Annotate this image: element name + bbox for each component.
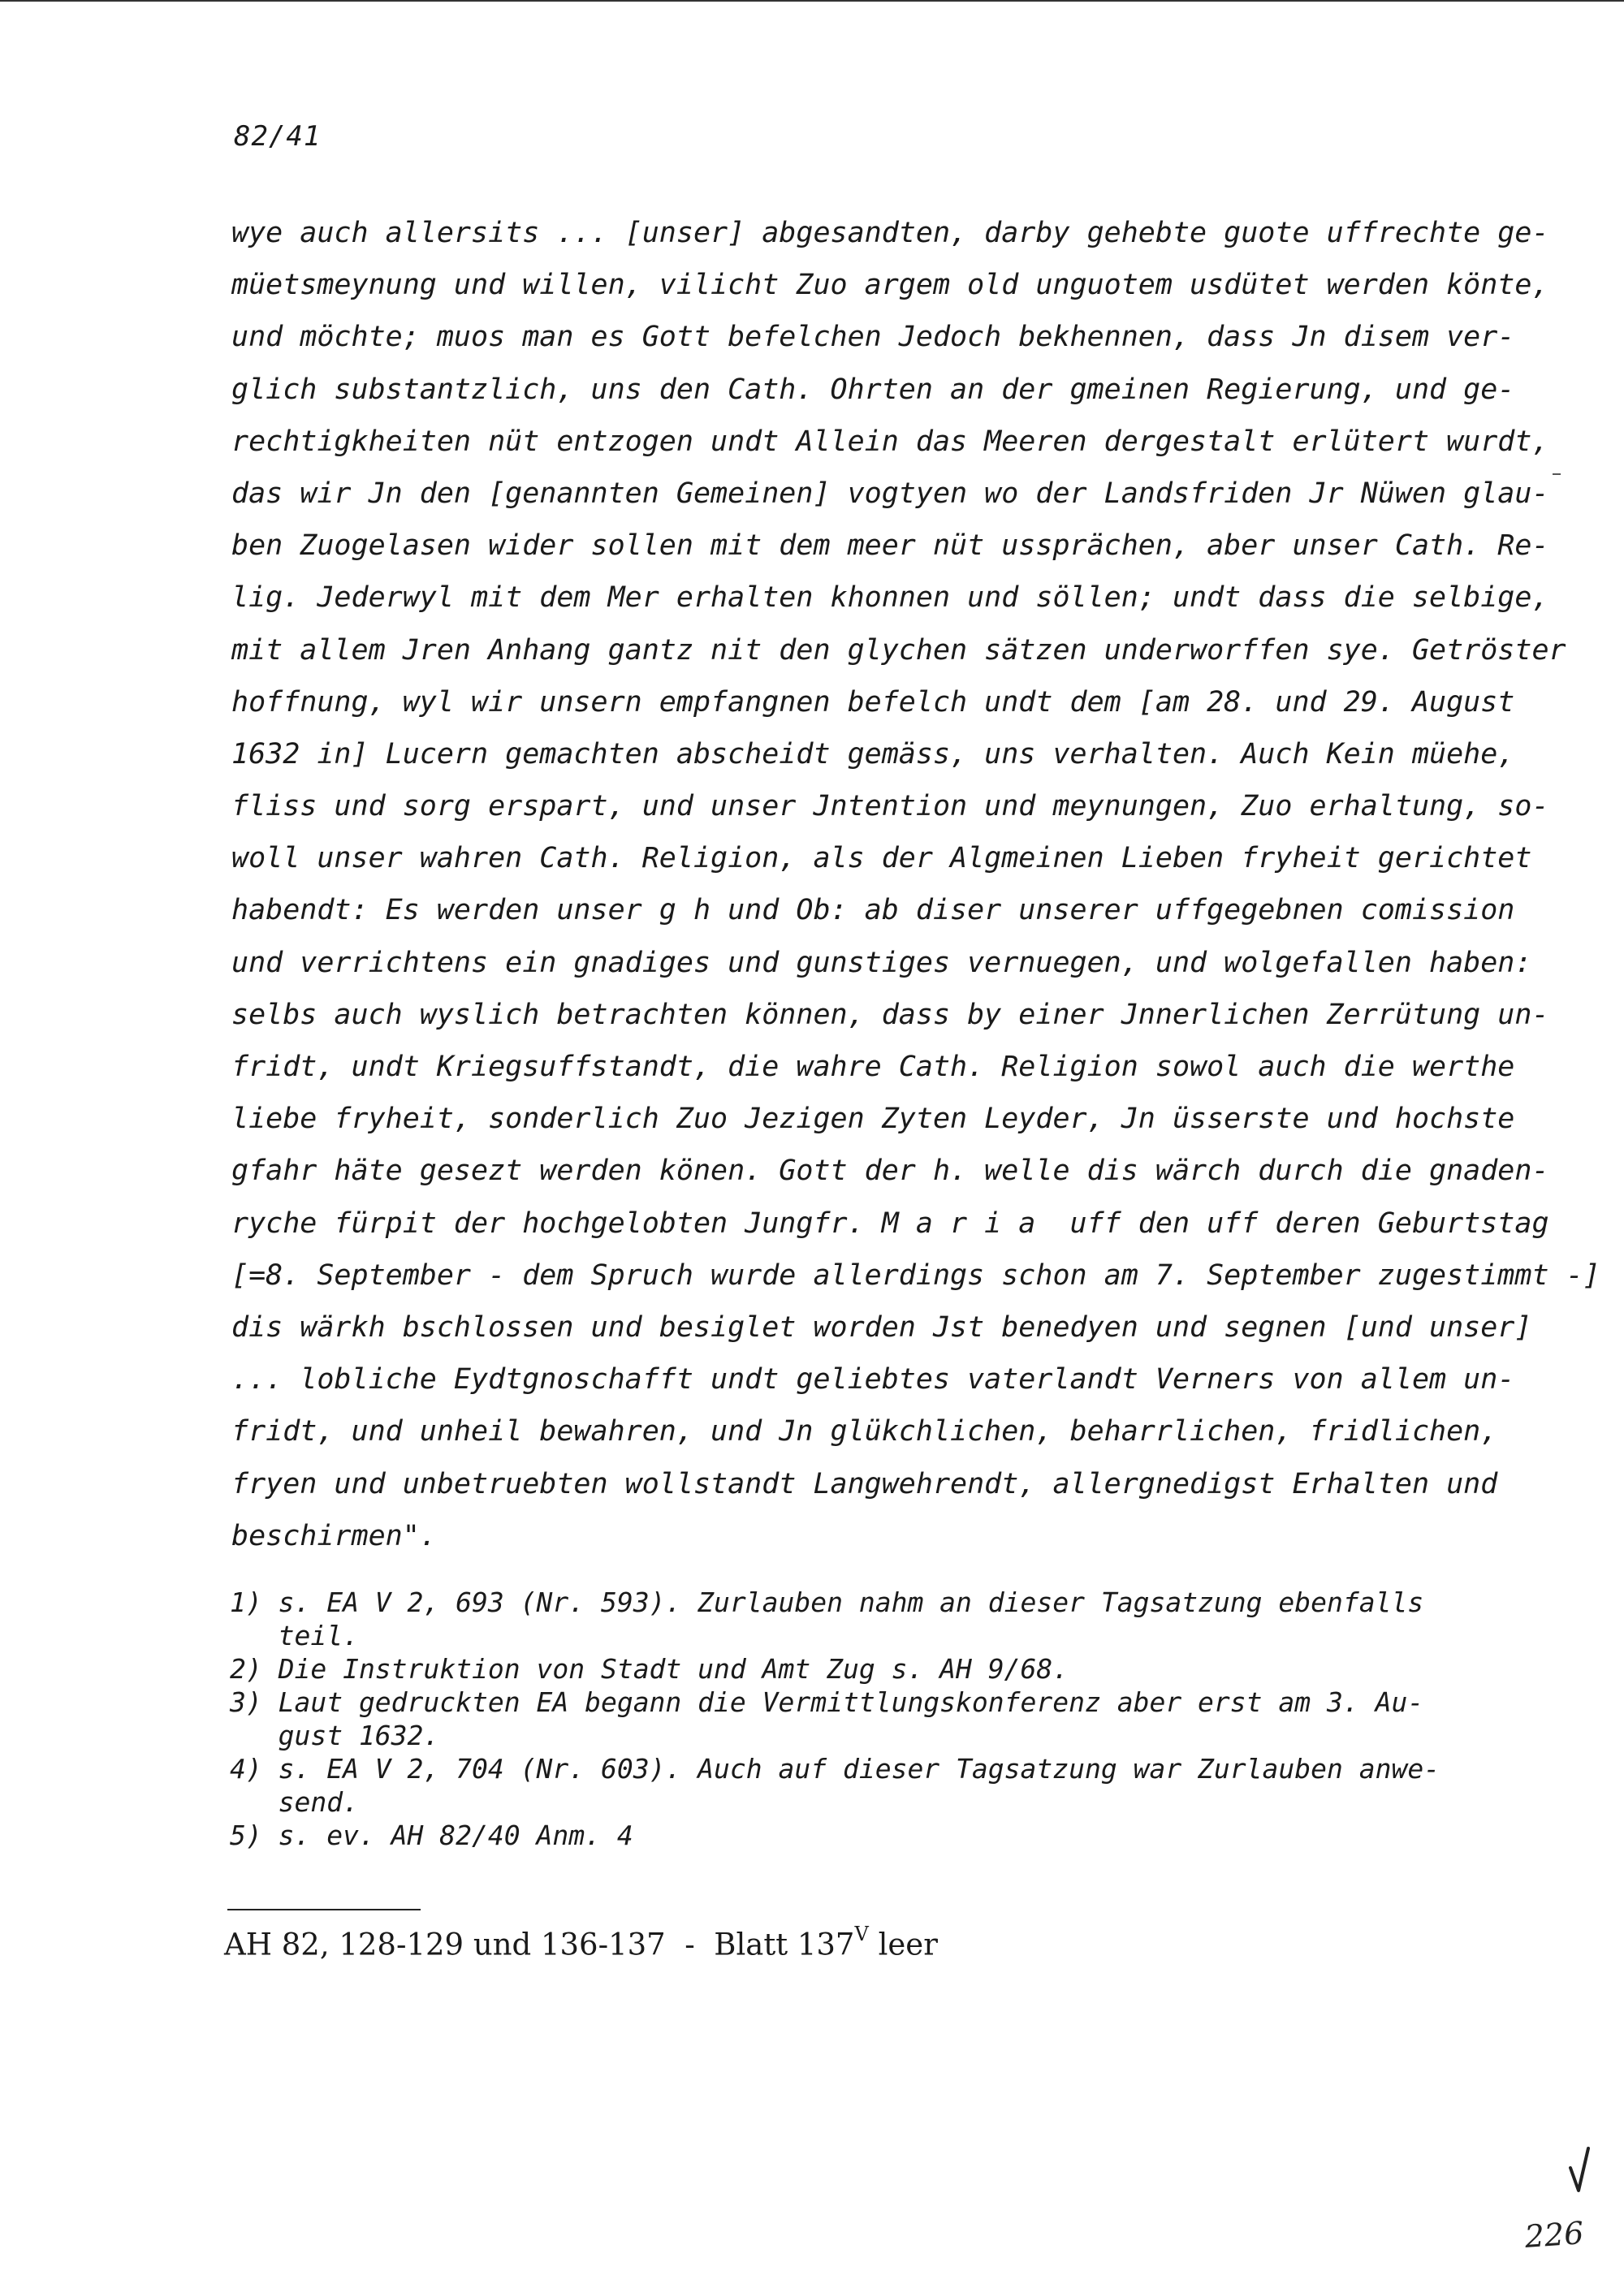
source-suffix: leer	[868, 1927, 938, 1962]
footnote-line: 1) s. EA V 2, 693 (Nr. 593). Zurlauben nahm an dieser Tagsatzung ebenfalls	[230, 1586, 1424, 1618]
footnote-line: 2) Die Instruktion von Stadt und Amt Zug s. AH 9/68.	[230, 1653, 1069, 1685]
body-line: liebe fryheit, sonderlich Zuo Jezigen Zyten Leyder, Jn üsserste und hochste	[231, 1103, 1515, 1136]
body-line: ben Zuogelasen wider sollen mit dem meer nüt ussprächen, aber unser Cath. Re-	[231, 529, 1549, 563]
body-line: hoffnung, wyl wir unsern empfangnen befelch undt dem [am 28. und 29. August	[231, 685, 1515, 719]
body-line: rechtigkheiten nüt entzogen undt Allein das Meeren dergestalt erlütert wurdt,	[231, 425, 1549, 458]
body-line: ryche fürpit der hochgelobten Jungfr. M a r i a uff den uff deren Geburtstag	[231, 1207, 1549, 1240]
folio-stamp	[1520, 2143, 1609, 2257]
footer-divider	[227, 1909, 421, 1910]
body-line: beschirmen".	[231, 1519, 437, 1552]
body-line: und verrichtens ein gnadiges und gunstiges vernuegen, und wolgefallen haben:	[231, 946, 1532, 979]
footnote-line: teil.	[230, 1620, 359, 1651]
body-line: müetsmeynung und willen, vilicht Zuo argem old unguotem usdütet werden könte,	[231, 269, 1549, 302]
footnote-line: 4) s. EA V 2, 704 (Nr. 603). Auch auf dieser Tagsatzung war Zurlauben anwe-	[230, 1753, 1440, 1785]
body-line: gfahr häte gesezt werden könen. Gott der h. welle dis wärch durch die gnaden-	[231, 1155, 1549, 1188]
source-reference	[224, 1923, 938, 1962]
body-line: glich substantzlich, uns den Cath. Ohrten an der gmeinen Regierung, und ge-	[231, 373, 1515, 406]
checkmark-icon	[1570, 2148, 1588, 2191]
body-line: lig. Jederwyl mit dem Mer erhalten khonnen und söllen; undt dass die selbige,	[231, 581, 1549, 615]
body-line: und möchte; muos man es Gott befelchen Jedoch bekhennen, dass Jn disem ver-	[231, 321, 1515, 354]
footnote-line: gust 1632.	[230, 1720, 440, 1751]
page-number: 82/41	[234, 120, 322, 153]
body-line: habendt: Es werden unser g h und Ob: ab diser unserer uffgegebnen comission	[231, 894, 1515, 927]
source-superscript: V	[854, 1923, 869, 1945]
body-line: 1632 in] Lucern gemachten abscheidt gemäss, uns verhalten. Auch Kein müehe,	[231, 737, 1515, 771]
footnotes	[230, 1586, 1545, 1852]
body-line: fridt, und unheil bewahren, und Jn glükchlichen, beharrlichen, fridlichen,	[231, 1415, 1498, 1448]
body-line: ... lobliche Eydtgnoschafft undt geliebtes vaterlandt Verners von allem un-	[231, 1363, 1515, 1397]
footnote-line: 3) Laut gedruckten EA begann die Vermittlungskonferenz aber erst am 3. Au-	[230, 1686, 1424, 1718]
body-line: mit allem Jren Anhang gantz nit den glychen sätzen underworffen sye. Getröster	[231, 633, 1566, 667]
scan-mark	[1553, 473, 1561, 475]
source-text: AH 82, 128-129 und 136-137 - Blatt 137	[224, 1927, 855, 1962]
footnote-line: 5) s. ev. AH 82/40 Anm. 4	[230, 1820, 633, 1851]
body-line: selbs auch wyslich betrachten können, dass by einer Jnnerlichen Zerrütung un-	[231, 998, 1549, 1031]
body-line: fliss und sorg erspart, und unser Jntention und meynungen, Zuo erhaltung, so-	[231, 790, 1549, 823]
body-line: wye auch allersits ... [unser] abgesandten, darby gehebte guote uffrechte ge-	[231, 217, 1549, 249]
body-line: das wir Jn den [genannten Gemeinen] vogtyen wo der Landsfriden Jr Nüwen glau-	[231, 477, 1549, 510]
body-line: woll unser wahren Cath. Religion, als der Algmeinen Lieben fryheit gerichtet	[231, 842, 1532, 875]
body-line: fridt, undt Kriegsuffstandt, die wahre Cath. Religion sowol auch die werthe	[231, 1051, 1515, 1083]
body-line: dis wärkh bschlossen und besiglet worden Jst benedyen und segnen [und unser]	[231, 1310, 1532, 1344]
body-line: fryen und unbetruebten wollstandt Langwehrendt, allergnedigst Erhalten und	[231, 1467, 1498, 1500]
footnote-line: send.	[230, 1786, 359, 1818]
folio-number: 226	[1523, 2215, 1585, 2256]
body-text	[231, 207, 1600, 1562]
scan-border	[0, 0, 1624, 2]
body-line: [=8. September - dem Spruch wurde allerdings schon am 7. September zugestimmt -]	[231, 1258, 1600, 1292]
